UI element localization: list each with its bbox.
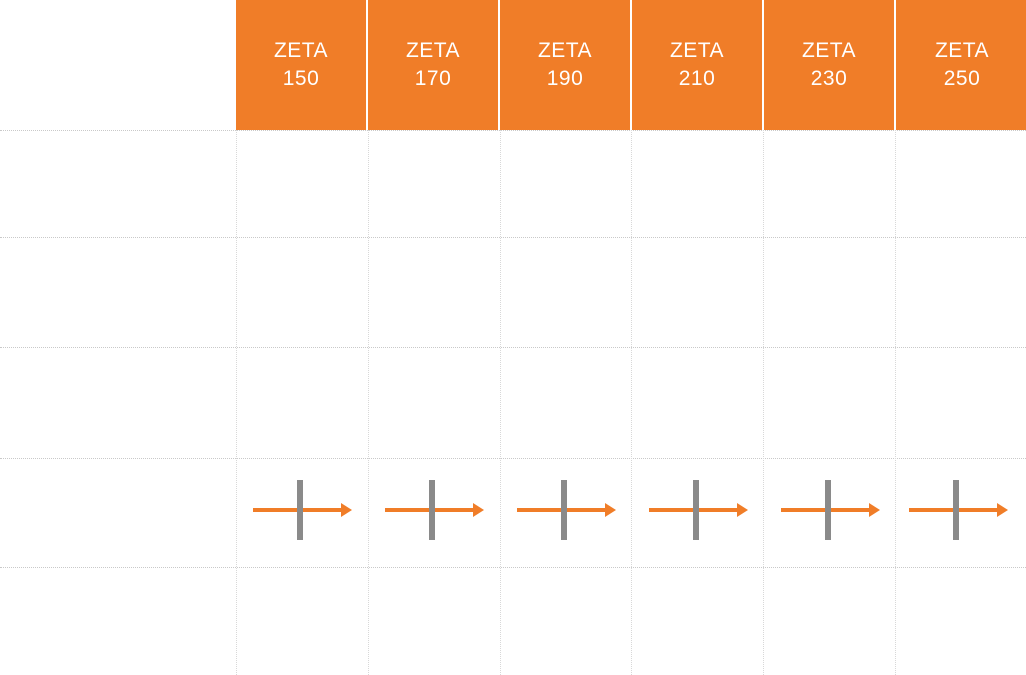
- column-header-cell[interactable]: [368, 0, 500, 130]
- column-header-title: ZETA: [405, 38, 461, 62]
- column-header-cell[interactable]: [632, 0, 764, 130]
- grid-line-horizontal: [0, 567, 1026, 568]
- column-header-title: ZETA: [934, 38, 990, 62]
- column-header-value: 170: [414, 67, 452, 90]
- column-header-title: ZETA: [669, 38, 725, 62]
- marker-tick: [693, 480, 699, 540]
- column-header-cell[interactable]: [500, 0, 632, 130]
- column-header-cell[interactable]: [236, 0, 368, 130]
- column-header-value: 190: [546, 67, 584, 90]
- marker-tick: [561, 480, 567, 540]
- grid-line-horizontal: [0, 458, 1026, 459]
- marker-tick: [429, 480, 435, 540]
- arrow-head-icon: [605, 503, 616, 517]
- column-header-title: ZETA: [801, 38, 857, 62]
- column-header-value: 210: [678, 67, 716, 90]
- column-header-band: [236, 0, 1026, 130]
- marker-tick: [953, 480, 959, 540]
- grid-line-horizontal: [0, 347, 1026, 348]
- arrow-head-icon: [997, 503, 1008, 517]
- column-header-value: 150: [282, 67, 320, 90]
- arrow-head-icon: [737, 503, 748, 517]
- column-header-title: ZETA: [537, 38, 593, 62]
- column-header-cell[interactable]: [896, 0, 1026, 130]
- grid-line-horizontal: [0, 130, 1026, 131]
- column-header-title: ZETA: [273, 38, 329, 62]
- arrow-head-icon: [341, 503, 352, 517]
- grid-line-horizontal: [0, 237, 1026, 238]
- marker-tick: [297, 480, 303, 540]
- column-header-value: 230: [810, 67, 848, 90]
- column-header-value: 250: [943, 67, 981, 90]
- column-header-cell[interactable]: [764, 0, 896, 130]
- arrow-head-icon: [869, 503, 880, 517]
- arrow-head-icon: [473, 503, 484, 517]
- marker-tick: [825, 480, 831, 540]
